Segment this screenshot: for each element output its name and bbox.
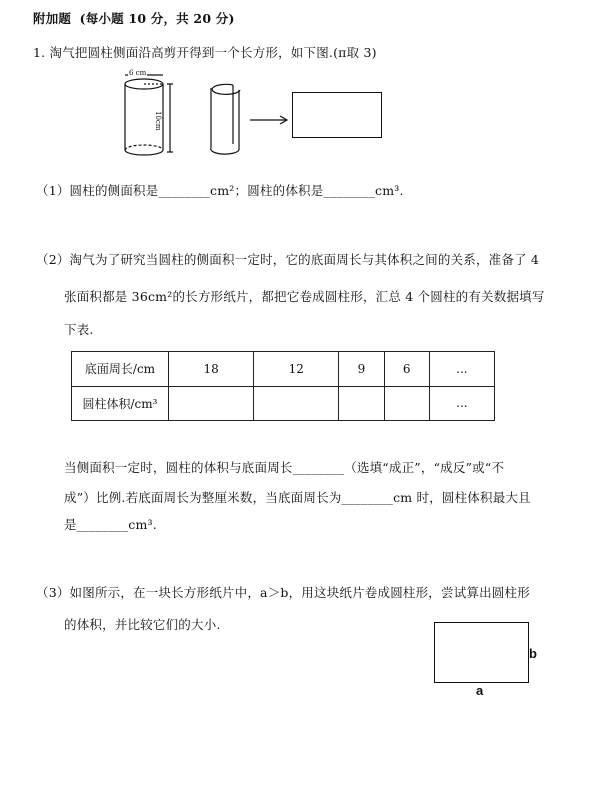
table-cell: 6 [384, 352, 429, 387]
opened-cylinder-figure [205, 80, 255, 170]
q2-line3: 下表. [64, 322, 94, 337]
cylinder-bottom-back [125, 145, 163, 150]
label-a: a [476, 683, 484, 698]
q2-line1: （2）淘气为了研究当圆柱的侧面积一定时，它的底面周长与其体积之间的关系，准备了 4 [36, 252, 540, 267]
label-b: b [529, 646, 537, 661]
section-title [33, 9, 235, 27]
table-cell: 18 [169, 352, 254, 387]
cylinder-bottom-front [125, 150, 163, 155]
q2-line2: 张面积都是 36cm²的长方形纸片，都把它卷成圆柱形，汇总 4 个圆柱的有关数据填写 [64, 289, 545, 304]
table-row-header: 底面周长/cm [72, 352, 169, 387]
cylinder-width-label: 6 cm [129, 69, 147, 77]
table-cell: ... [429, 386, 494, 421]
data-table [71, 351, 495, 421]
score-note: (每小题 10 分，共 20 分) [79, 11, 235, 26]
cylinder-height-label: 10cm [154, 111, 162, 131]
q2-after3: 是________cm³. [64, 517, 157, 532]
q1-stem: 1. 淘气把圆柱侧面沿高剪开得到一个长方形，如下图.(π取 3) [33, 45, 377, 60]
unrolled-rectangle [292, 92, 382, 138]
section-title-text: 附加题 [33, 11, 72, 26]
paper-rectangle [434, 622, 529, 683]
q1-sub1: （1）圆柱的侧面积是________cm²；圆柱的体积是________cm³. [36, 183, 404, 198]
opened-bottom-curve [211, 148, 239, 154]
table-cell [169, 386, 254, 421]
table-cell [339, 386, 384, 421]
table-cell [254, 386, 339, 421]
table-cell: 9 [339, 352, 384, 387]
table-cell: 12 [254, 352, 339, 387]
table-row-header: 圆柱体积/cm³ [72, 386, 169, 421]
opened-top-curve [212, 84, 240, 94]
q2-after2: 成”）比例.若底面周长为整厘米数，当底面周长为________cm 时，圆柱体积最大且 [64, 490, 531, 505]
q2-after1: 当侧面积一定时，圆柱的体积与底面周长________（选填“成正”，“成反”或“不 [64, 460, 505, 475]
q3-line1: （3）如图所示，在一块长方形纸片中，a＞b，用这块纸片卷成圆柱形，尝试算出圆柱形 [36, 585, 530, 600]
arrow-icon [250, 114, 290, 126]
q3-line2: 的体积，并比较它们的大小. [64, 617, 221, 632]
table-row [72, 386, 495, 421]
table-row [72, 352, 495, 387]
table-cell: ... [429, 352, 494, 387]
table-cell [384, 386, 429, 421]
